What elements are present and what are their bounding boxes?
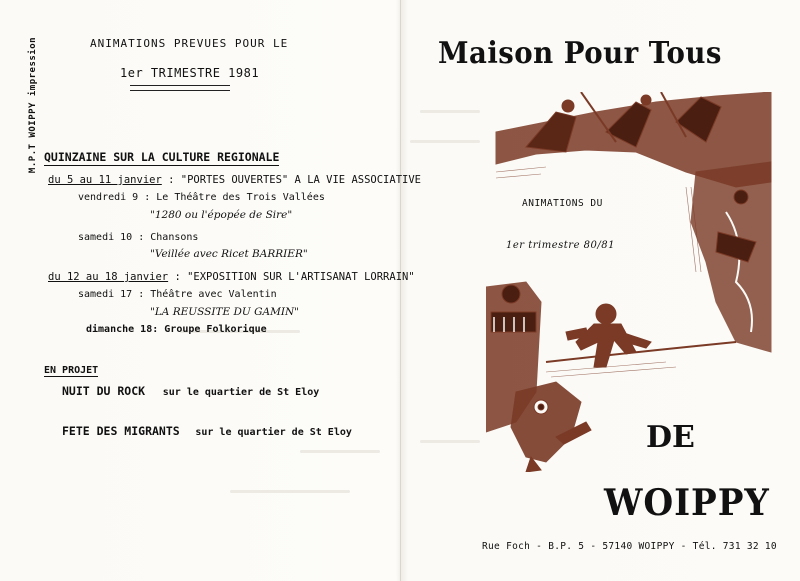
- event-1-item-2: [78, 232, 198, 243]
- event-2-item-1-day: samedi 17: [78, 289, 133, 300]
- title-maison-pour-tous: Maison Pour Tous: [438, 36, 722, 71]
- illustration-engraving: [486, 92, 776, 472]
- event-2-title: : "EXPOSITION SUR L'ARTISANAT LORRAIN": [174, 271, 415, 283]
- trimestre-label: 1er trimestre 80/81: [506, 240, 615, 251]
- event-1-title: : "PORTES OUVERTES" A LA VIE ASSOCIATIVE: [168, 174, 421, 186]
- project-1: [62, 380, 319, 399]
- side-credit-text: M.P.T WOIPPY impression: [28, 36, 38, 174]
- bleed-through-mark: [230, 490, 350, 493]
- event-1-item-2-desc: : Chansons: [138, 232, 199, 243]
- section-title: QUINZAINE SUR LA CULTURE REGIONALE: [44, 150, 280, 164]
- event-1-item-1-desc: : Le Théâtre des Trois Vallées: [144, 192, 325, 203]
- animations-label: ANIMATIONS DU: [522, 198, 603, 209]
- event-2-item-2: [86, 324, 267, 335]
- event-2-item-2-day: dimanche 18: [86, 324, 153, 335]
- header-double-rule: [130, 85, 230, 91]
- title-de: DE: [646, 420, 695, 455]
- event-2-item-1-desc: : Théâtre avec Valentin: [138, 289, 277, 300]
- project-2: [62, 420, 352, 439]
- event-2-period: du 12 au 18 janvier: [48, 271, 169, 283]
- bleed-through-mark: [410, 140, 480, 143]
- header-line-1: ANIMATIONS PREVUES POUR LE: [90, 37, 289, 50]
- event-1-item-2-detail: "Veillée avec Ricet BARRIER": [150, 248, 308, 260]
- side-credit: [26, 36, 40, 174]
- event-1-item-1-day: vendredi 9: [78, 192, 139, 203]
- event-2-line: [48, 271, 415, 283]
- project-1-place: sur le quartier de St Eloy: [162, 387, 320, 398]
- event-1-item-1-detail: "1280 ou l'épopée de Sire": [150, 209, 293, 221]
- event-1-item-1: [78, 192, 325, 203]
- bleed-through-mark: [420, 440, 480, 443]
- project-1-name: NUIT DU ROCK: [62, 384, 146, 398]
- fold-line: [400, 0, 401, 581]
- event-2-item-2-desc: : Groupe Folkorique: [152, 324, 267, 335]
- project-2-name: FETE DES MIGRANTS: [62, 424, 180, 438]
- event-2-item-1: [78, 289, 277, 300]
- event-1-item-2-day: samedi 10: [78, 232, 133, 243]
- event-1-line: [48, 174, 421, 186]
- event-1-period: du 5 au 11 janvier: [48, 174, 162, 186]
- title-woippy: WOIPPY: [604, 482, 770, 524]
- bleed-through-mark: [300, 450, 380, 453]
- project-2-place: sur le quartier de St Eloy: [195, 427, 352, 438]
- event-2-item-1-detail: "LA REUSSITE DU GAMIN": [150, 306, 299, 318]
- projet-label: EN PROJET: [44, 365, 99, 376]
- bleed-through-mark: [420, 110, 480, 113]
- header-line-2: 1er TRIMESTRE 1981: [120, 66, 260, 80]
- address-line: Rue Foch - B.P. 5 - 57140 WOIPPY - Tél. 731 32 10: [482, 541, 777, 552]
